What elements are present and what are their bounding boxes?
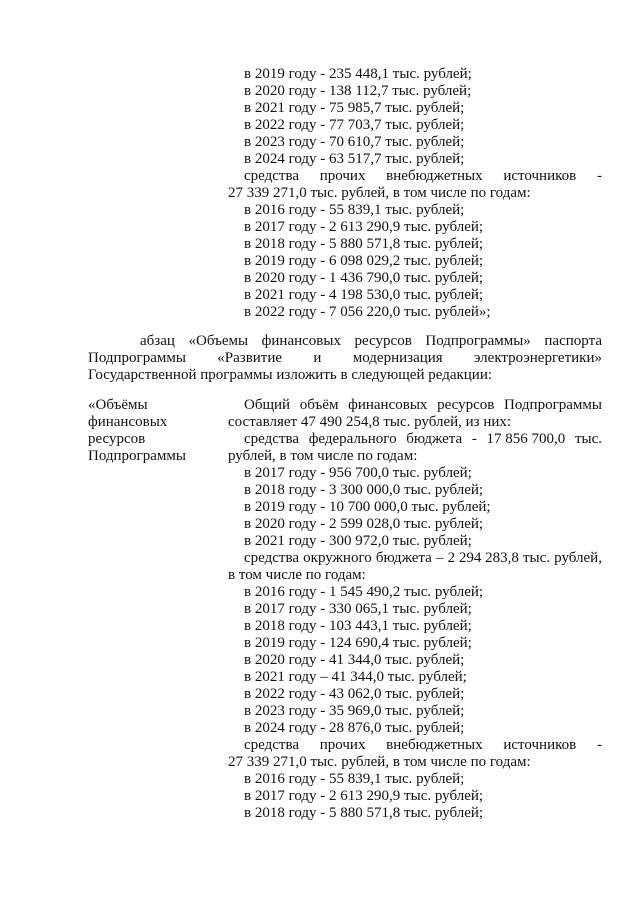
year-line: в 2021 году – 41 344,0 тыс. рублей; [244,669,467,685]
word: «Развитие [217,350,283,366]
district-heading [244,550,602,567]
year-line: в 2018 году - 103 443,1 тыс. рублей; [244,618,472,634]
word: - [596,168,602,184]
year-line: в 2019 году - 235 448,1 тыс. рублей; [244,66,472,82]
word: – [435,550,444,566]
year-line: в 2020 году - 2 599 028,0 тыс. рублей; [244,516,484,532]
federal-cont: рублей, в том числе по годам: [228,448,418,464]
year-line: в 2022 году - 43 062,0 тыс. рублей; [244,686,465,702]
word: внебюджетных [386,168,483,184]
year-line: в 2020 году - 41 344,0 тыс. рублей; [244,652,465,668]
other-sources-total: 27 339 271,0 тыс. рублей, в том числе по годам: [228,185,531,201]
word: прочих [319,737,366,753]
district-cont: в том числе по годам: [228,567,366,583]
word: Подпрограммы» [425,333,531,349]
left-label-line: Подпрограммы [88,448,186,464]
year-line: в 2018 году - 3 300 000,0 тыс. рублей; [244,482,484,498]
year-line: в 2024 году - 28 876,0 тыс. рублей; [244,720,465,736]
word: 17 856 700,0 [486,431,566,447]
other-sources-heading [244,168,602,185]
word: источников [503,737,577,753]
year-line: в 2019 году - 124 690,4 тыс. рублей; [244,635,472,651]
word: окружного [303,550,372,566]
year-line: в 2021 году - 300 972,0 тыс. рублей; [244,533,472,549]
word: прочих [319,168,366,184]
paragraph-line: Государственной программы изложить в следующей редакции: [88,367,493,383]
word: электроэнергетики» [474,350,602,366]
word: модернизация [352,350,443,366]
other-sources-heading [244,737,602,754]
year-line: в 2021 году - 4 198 530,0 тыс. рублей; [244,287,484,303]
word: финансовых [348,397,428,413]
word: абзац [140,333,175,349]
word: ресурсов [354,333,412,349]
year-line: в 2018 году - 5 880 571,8 тыс. рублей; [244,805,484,821]
year-line: в 2017 году - 956 700,0 тыс. рублей; [244,465,472,481]
word: тыс. [522,550,551,566]
year-line: в 2019 году - 10 700 000,0 тыс. рублей; [244,499,491,515]
year-line: в 2023 году - 35 969,0 тыс. рублей; [244,703,465,719]
year-line: в 2019 году - 6 098 029,2 тыс. рублей; [244,253,484,269]
federal-heading [244,431,602,448]
word: бюджета [406,431,463,447]
year-line: в 2021 году - 75 985,7 тыс. рублей; [244,100,465,116]
word: - [471,431,477,447]
word: «Объемы [188,333,249,349]
word: паспорта [544,333,602,349]
year-line: в 2017 году - 2 613 290,9 тыс. рублей; [244,788,484,804]
word: бюджета [375,550,432,566]
year-line: в 2022 году - 7 056 220,0 тыс. рублей»; [244,304,491,320]
word: ресурсов [437,397,495,413]
word: средства [244,168,300,184]
year-line: в 2016 году - 55 839,1 тыс. рублей; [244,771,465,787]
word: рублей, [554,550,602,566]
word: и [313,350,322,366]
word: объём [299,397,339,413]
total-heading [244,397,602,414]
year-line: в 2023 году - 70 610,7 тыс. рублей; [244,134,465,150]
word: внебюджетных [386,737,483,753]
word: средства [244,737,300,753]
word: 2 294 283,8 [447,550,519,566]
year-line: в 2017 году - 2 613 290,9 тыс. рублей; [244,219,484,235]
year-line: в 2020 году - 138 112,7 тыс. рублей; [244,83,472,99]
paragraph-line [140,333,602,350]
year-line: в 2024 году - 63 517,7 тыс. рублей; [244,151,465,167]
word: Подпрограммы [88,350,186,366]
year-line: в 2017 году - 330 065,1 тыс. рублей; [244,601,472,617]
word: средства [244,431,300,447]
word: финансовых [261,333,341,349]
word: Общий [244,397,291,413]
word: тыс. [574,431,602,447]
word: средства [244,550,300,566]
left-label-line: ресурсов [88,431,146,447]
left-label-line: финансовых [88,414,168,430]
word: федерального [308,431,397,447]
word: источников [503,168,577,184]
year-line: в 2022 году - 77 703,7 тыс. рублей; [244,117,465,133]
year-line: в 2016 году - 1 545 490,2 тыс. рублей; [244,584,484,600]
year-line: в 2020 году - 1 436 790,0 тыс. рублей; [244,270,484,286]
word: Подпрограммы [504,397,602,413]
other-sources-total: 27 339 271,0 тыс. рублей, в том числе по годам: [228,754,531,770]
word: - [596,737,602,753]
year-line: в 2016 году - 55 839,1 тыс. рублей; [244,202,465,218]
total-amount: составляет 47 490 254,8 тыс. рублей, из них: [228,414,512,430]
year-line: в 2018 году - 5 880 571,8 тыс. рублей; [244,236,484,252]
paragraph-line [88,350,602,367]
left-label-line: «Объёмы [88,397,148,413]
